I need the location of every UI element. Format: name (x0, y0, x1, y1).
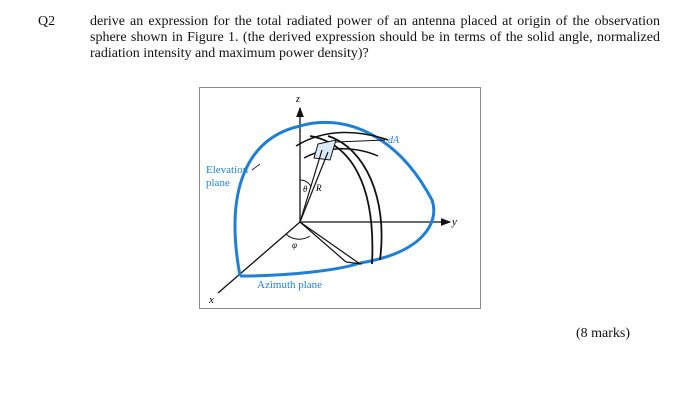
elevation-plane-arc (235, 126, 300, 276)
observation-sphere-diagram (200, 88, 482, 310)
theta-label: θ (303, 184, 308, 194)
x-label: x (209, 294, 214, 306)
azimuth-plane-arc (240, 263, 360, 276)
y-label: y (452, 216, 457, 228)
da-pointer (336, 140, 385, 142)
question-text: derive an expression for the total radiated power of an antenna placed at origin of the observation sphere shown in Figure 1. (the derived expression should be in terms of the solid angle, normalized radiation intensity and maximum power density)? (90, 14, 660, 61)
elevation-label-line-1: Elevation (206, 164, 249, 176)
azimuth-label: Azimuth plane (257, 279, 323, 291)
da-label: dA (388, 135, 400, 146)
marks-label: (8 marks) (576, 326, 631, 341)
elevation-label-line-2: plane (206, 177, 230, 189)
z-label: z (296, 94, 300, 105)
question-number: Q2 (38, 14, 56, 29)
phi-arc (286, 234, 310, 239)
elevation-pointer (252, 164, 260, 170)
projection-line (300, 222, 360, 264)
projection-line-2 (300, 222, 346, 262)
figure-1 (199, 87, 481, 309)
da-patch (314, 140, 336, 160)
r-label: R (316, 183, 322, 193)
phi-label: φ (292, 240, 297, 250)
